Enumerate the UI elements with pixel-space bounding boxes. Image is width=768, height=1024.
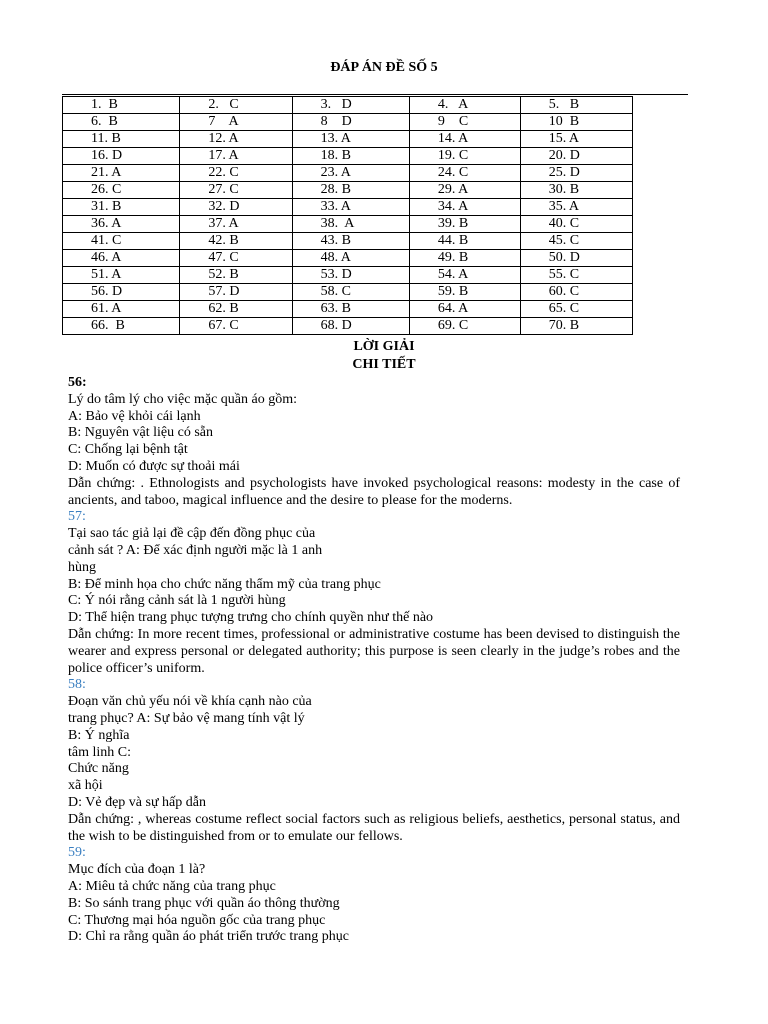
answer-row	[63, 165, 633, 182]
answer-cell: 40. C	[520, 216, 632, 233]
answer-cell: 69. C	[409, 318, 520, 335]
answer-cell: 67. C	[180, 318, 292, 335]
option-c: Chức năng	[68, 761, 129, 777]
question-text: hùng	[68, 559, 96, 575]
question-57	[68, 509, 680, 677]
answer-row	[63, 216, 633, 233]
answer-cell: 8 D	[292, 114, 409, 131]
answer-cell: 46. A	[63, 250, 180, 267]
option-c: C: Thương mại hóa nguồn gốc của trang phục	[68, 912, 326, 928]
answer-cell: 42. B	[180, 233, 292, 250]
answer-cell: 44. B	[409, 233, 520, 250]
question-text: trang phục? A: Sự bảo vệ mang tính vật lý	[68, 710, 305, 726]
question-number: 58:	[68, 677, 86, 693]
answer-cell: 29. A	[409, 182, 520, 199]
answer-cell: 9 C	[409, 114, 520, 131]
answer-cell: 39. B	[409, 216, 520, 233]
option-b: B: Ý nghĩa	[68, 727, 130, 743]
option-a: A: Miêu tả chức năng của trang phục	[68, 878, 276, 894]
answer-cell: 53. D	[292, 267, 409, 284]
answer-cell: 70. B	[520, 318, 632, 335]
option-d: D: Vẻ đẹp và sự hấp dẫn	[68, 794, 206, 810]
answer-cell: 34. A	[409, 199, 520, 216]
header-rule	[62, 94, 688, 95]
answer-cell: 12. A	[180, 131, 292, 148]
question-56	[68, 375, 680, 509]
question-number: 57:	[68, 509, 86, 525]
answer-cell: 51. A	[63, 267, 180, 284]
answer-cell: 63. B	[292, 301, 409, 318]
answer-cell: 30. B	[520, 182, 632, 199]
option-c: xã hội	[68, 778, 103, 794]
answer-cell: 48. A	[292, 250, 409, 267]
answer-row	[63, 301, 633, 318]
answer-cell: 28. B	[292, 182, 409, 199]
question-text: cảnh sát ? A: Để xác định người mặc là 1 anh	[68, 542, 323, 558]
evidence: Dẫn chứng: . Ethnologists and psychologists have invoked psychological reasons: modesty in the case of ancients, and taboo, magical influence and the desire to please for the moderns.	[68, 475, 680, 508]
answer-cell: 14. A	[409, 131, 520, 148]
option-d: D: Chỉ ra rằng quần áo phát triển trước trang phục	[68, 929, 349, 945]
answer-cell: 6. B	[63, 114, 180, 131]
answer-cell: 64. A	[409, 301, 520, 318]
answer-cell: 22. C	[180, 165, 292, 182]
answer-cell: 57. D	[180, 284, 292, 301]
answer-cell: 54. A	[409, 267, 520, 284]
answer-cell: 21. A	[63, 165, 180, 182]
answer-cell: 58. C	[292, 284, 409, 301]
answer-row	[63, 267, 633, 284]
answer-cell: 17. A	[180, 148, 292, 165]
question-text: Tại sao tác giả lại đề cập đến đồng phục của	[68, 526, 316, 542]
answer-cell: 36. A	[63, 216, 180, 233]
answer-cell: 47. C	[180, 250, 292, 267]
answer-cell: 32. D	[180, 199, 292, 216]
option-c: C: Ý nói rằng cảnh sát là 1 người hùng	[68, 593, 286, 609]
answer-cell: 1. B	[63, 97, 180, 114]
option-d: D: Muốn có được sự thoải mái	[68, 458, 240, 474]
answer-cell: 49. B	[409, 250, 520, 267]
answer-cell: 24. C	[409, 165, 520, 182]
answer-cell: 56. D	[63, 284, 180, 301]
question-number: 56:	[68, 375, 87, 390]
answer-cell: 5. B	[520, 97, 632, 114]
question-58	[68, 677, 680, 845]
answer-cell: 27. C	[180, 182, 292, 199]
answer-cell: 19. C	[409, 148, 520, 165]
answer-cell: 62. B	[180, 301, 292, 318]
evidence: Dẫn chứng: In more recent times, professional or administrative costume has been devised to distinguish the wearer and express personal or delegated authority; this purpose is seen clearly in the judge’s robes and the police officer’s uniform.	[68, 626, 680, 676]
answer-cell: 26. C	[63, 182, 180, 199]
answer-row	[63, 97, 633, 114]
answer-row	[63, 199, 633, 216]
answer-cell: 7 A	[180, 114, 292, 131]
answer-cell: 60. C	[520, 284, 632, 301]
answer-table	[62, 96, 633, 335]
option-b: B: Để minh họa cho chức năng thẩm mỹ của trang phục	[68, 576, 381, 592]
answer-cell: 41. C	[63, 233, 180, 250]
answer-cell: 68. D	[292, 318, 409, 335]
answer-row	[63, 131, 633, 148]
solution-subheading: CHI TIẾT	[352, 357, 416, 372]
answer-row	[63, 318, 633, 335]
answer-cell: 23. A	[292, 165, 409, 182]
answer-row	[63, 148, 633, 165]
option-b: B: So sánh trang phục với quần áo thông thường	[68, 895, 340, 911]
option-d: D: Thể hiện trang phục tượng trưng cho chính quyền như thế nào	[68, 610, 434, 626]
answer-cell: 31. B	[63, 199, 180, 216]
answer-cell: 10 B	[520, 114, 632, 131]
option-c: C: Chống lại bệnh tật	[68, 442, 188, 458]
answer-cell: 18. B	[292, 148, 409, 165]
answer-cell: 33. A	[292, 199, 409, 216]
evidence: Dẫn chứng: , whereas costume reflect social factors such as religious beliefs, aesthetics, personal status, and the wish to be distinguished from or to emulate our fellows.	[68, 811, 680, 844]
answer-cell: 2. C	[180, 97, 292, 114]
answer-cell: 13. A	[292, 131, 409, 148]
option-a: A: Bảo vệ khỏi cái lạnh	[68, 408, 201, 424]
answer-cell: 59. B	[409, 284, 520, 301]
answer-cell: 20. D	[520, 148, 632, 165]
answer-cell: 55. C	[520, 267, 632, 284]
answer-cell: 16. D	[63, 148, 180, 165]
answer-cell: 3. D	[292, 97, 409, 114]
question-number: 59:	[68, 845, 86, 861]
answer-cell: 4. A	[409, 97, 520, 114]
answer-cell: 11. B	[63, 131, 180, 148]
answer-row	[63, 250, 633, 267]
answer-cell: 15. A	[520, 131, 632, 148]
answer-cell: 25. D	[520, 165, 632, 182]
answer-row	[63, 114, 633, 131]
answer-row	[63, 233, 633, 250]
answer-cell: 43. B	[292, 233, 409, 250]
answer-cell: 50. D	[520, 250, 632, 267]
answer-row	[63, 182, 633, 199]
question-text: Đoạn văn chủ yếu nói về khía cạnh nào của	[68, 694, 312, 710]
answer-row	[63, 284, 633, 301]
answer-cell: 38. A	[292, 216, 409, 233]
solution-heading: LỜI GIẢI	[353, 339, 415, 354]
answer-cell: 61. A	[63, 301, 180, 318]
solution-content	[68, 375, 680, 946]
question-text: Lý do tâm lý cho việc mặc quần áo gồm:	[68, 391, 297, 407]
answer-cell: 65. C	[520, 301, 632, 318]
answer-cell: 45. C	[520, 233, 632, 250]
option-b: B: Nguyên vật liệu có sẵn	[68, 425, 214, 441]
page-title: ĐÁP ÁN ĐỀ SỐ 5	[330, 60, 438, 75]
option-b: tâm linh C:	[68, 744, 131, 760]
answer-cell: 35. A	[520, 199, 632, 216]
answer-cell: 52. B	[180, 267, 292, 284]
answer-cell: 37. A	[180, 216, 292, 233]
question-text: Mục đích của đoạn 1 là?	[68, 862, 206, 878]
answer-cell: 66. B	[63, 318, 180, 335]
question-59	[68, 845, 680, 946]
